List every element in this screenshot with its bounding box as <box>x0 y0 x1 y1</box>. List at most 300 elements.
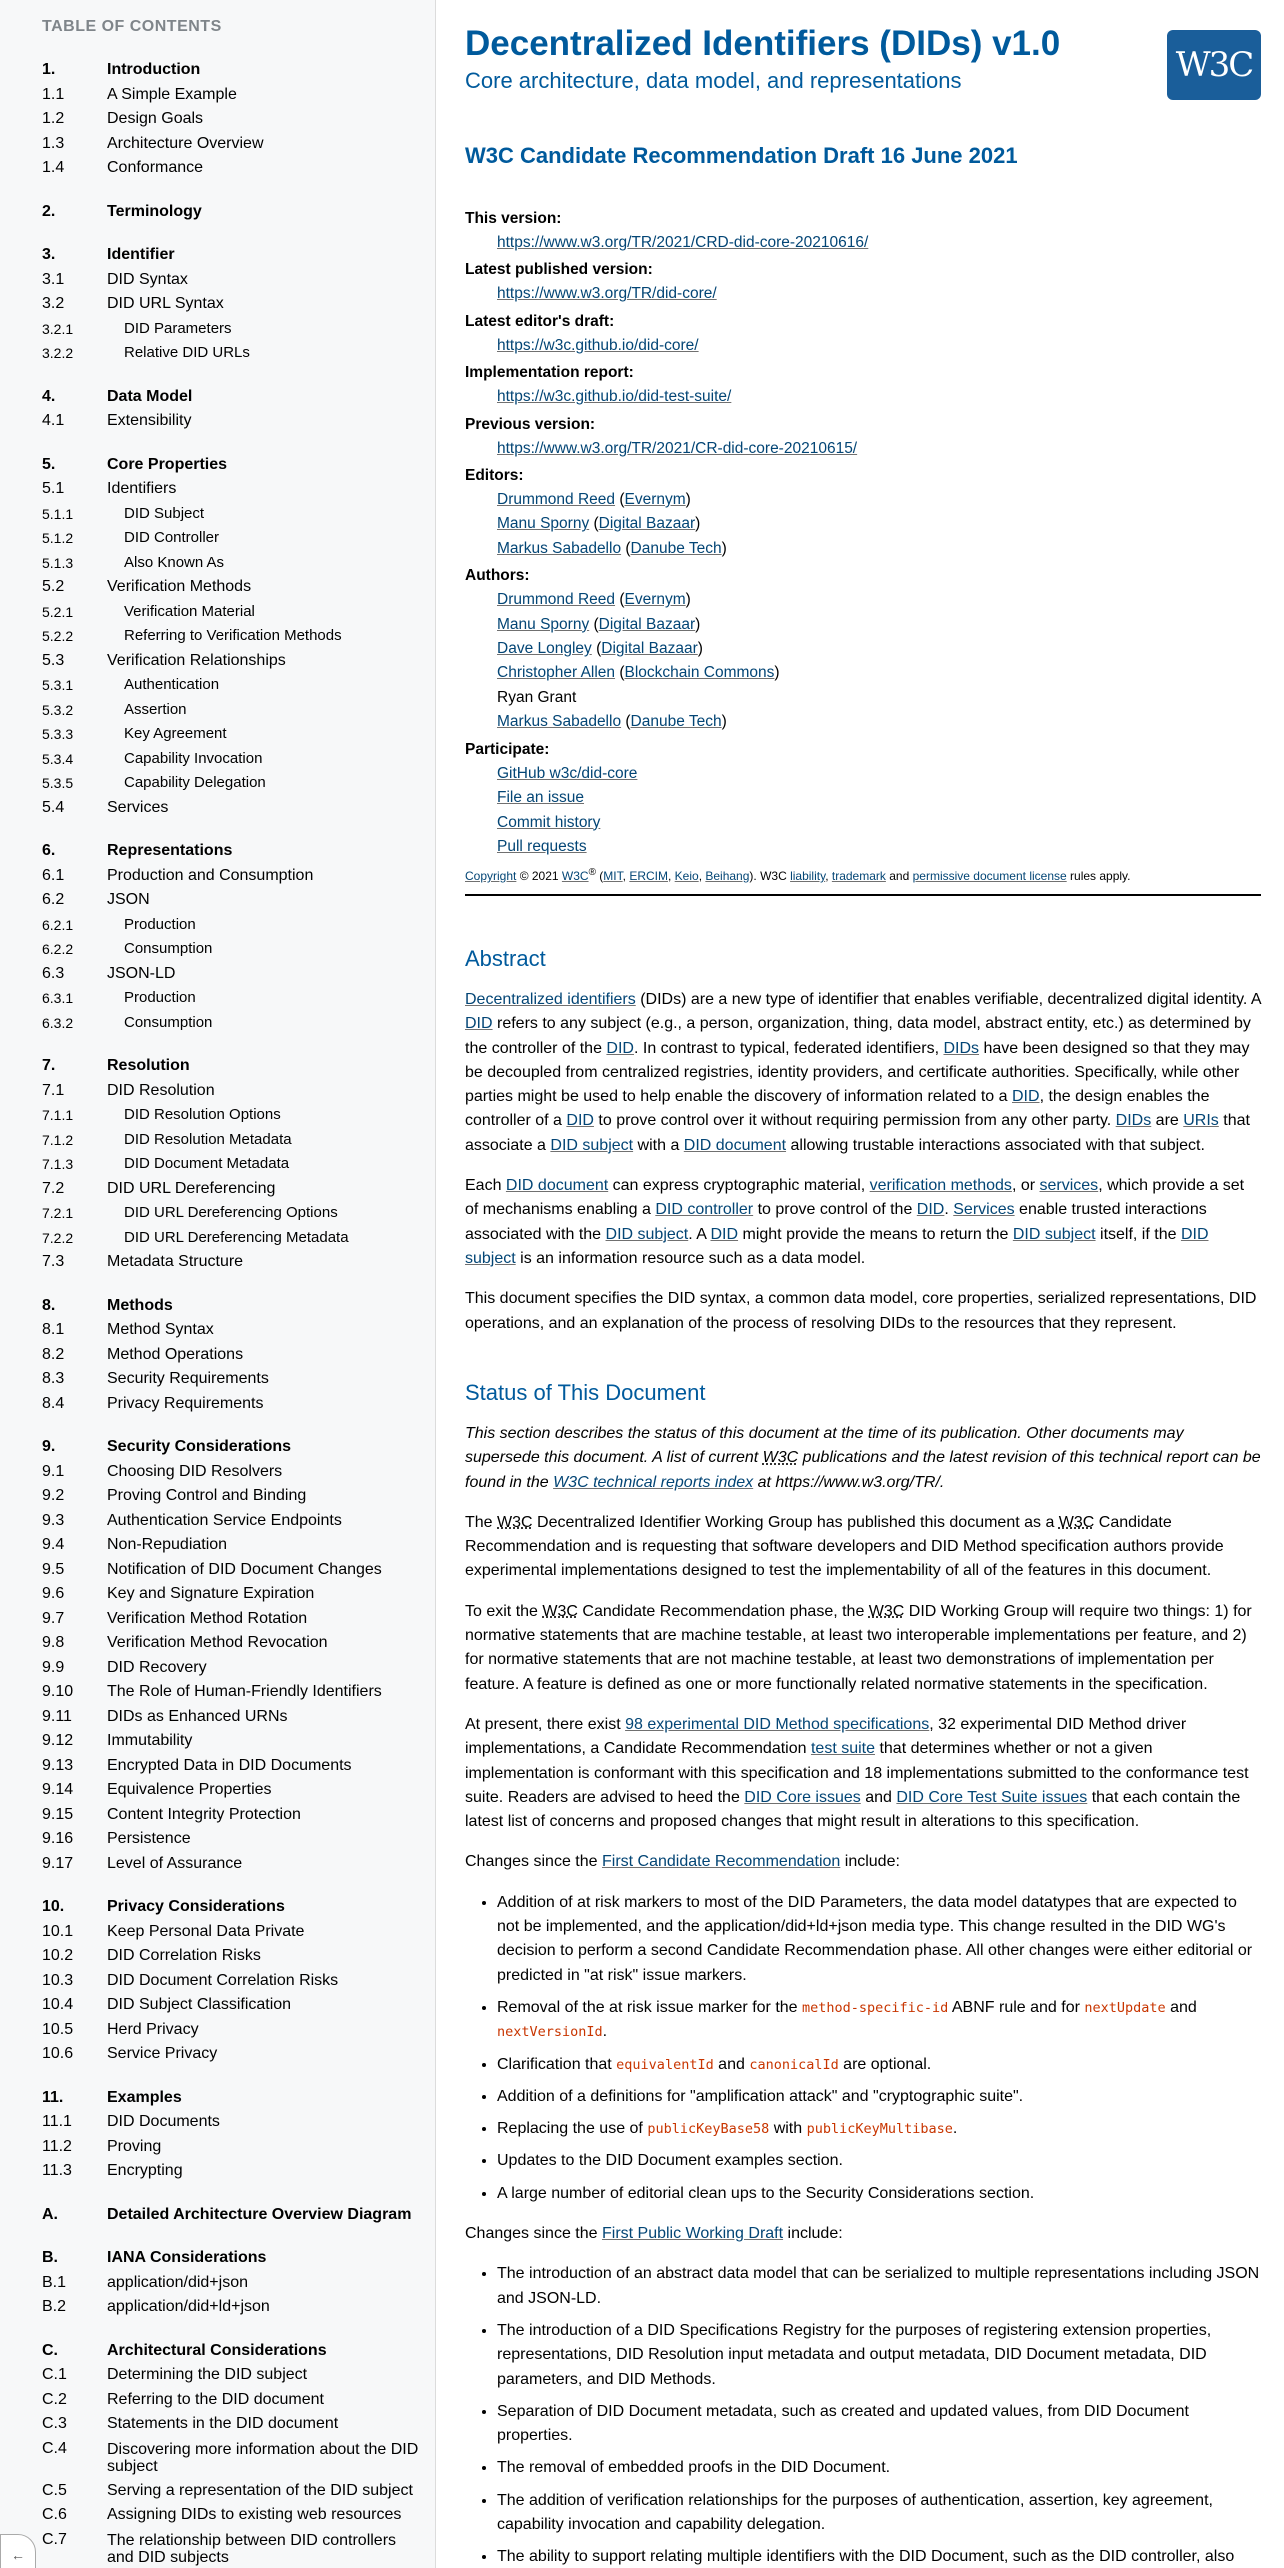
abstract-paragraph-1: Decentralized identifiers (DIDs) are a new type of identifier that enables verifiable, decentralized digital identity. A DID refers to any subject (e.g., a person, organization, thing, data model, abstract entity, etc.) as determined by the controller of the DID. In contrast to typical, federated identifiers, DIDs have been designed so that they may be decoupled from centralized registries, identity providers, and certificate authorities. Specifically, while other parties might be used to help enable the discovery of information related to a DID, the design enables the controller of a DID to prove control over it without requiring permission from any other party. DIDs are URIs that associate a DID subject with a DID document allowing trustable interactions associated with that subject. <box>465 991 1261 1154</box>
toc-item-label: DID Parameters <box>124 319 232 337</box>
person-name[interactable]: Drummond Reed <box>497 491 616 509</box>
toc-item[interactable] <box>0 1201 435 1226</box>
toc-item[interactable] <box>0 132 435 157</box>
toc-item[interactable] <box>0 673 435 698</box>
toc-item[interactable] <box>0 292 435 317</box>
organization-link[interactable]: Digital Bazaar <box>598 615 696 633</box>
participate-link[interactable]: Commit history <box>497 813 601 831</box>
toc-item[interactable] <box>0 2203 435 2228</box>
toc-item[interactable] <box>0 2437 435 2479</box>
toc-item-number: 9.10 <box>42 1683 74 1700</box>
latest-editors-label: Latest editor's draft: <box>465 312 615 330</box>
toc-item[interactable] <box>0 1778 435 1803</box>
toc-item[interactable] <box>0 962 435 987</box>
organization-link[interactable]: Danube Tech <box>630 713 722 731</box>
toc-item-label: Security Requirements <box>107 1370 269 1387</box>
previous-version-label: Previous version: <box>465 415 596 433</box>
toc-item-label: Core Properties <box>107 455 228 473</box>
toc-item-number: 5.3.4 <box>42 750 74 767</box>
status-paragraph-1: This section describes the status of this document at the time of its publication. Other documents may supersede this document. A list of current W3C publications and the latest revision of this technical report can be found in the W3C technical reports index at https://www.w3.org/TR/. <box>465 1425 1261 1491</box>
toc-item[interactable] <box>0 2503 435 2528</box>
toc-item-number: 7.2.2 <box>42 1229 74 1246</box>
toc-item[interactable] <box>0 1582 435 1607</box>
toc-item[interactable] <box>0 1509 435 1534</box>
authors-label: Authors: <box>465 567 530 585</box>
toc-item[interactable] <box>0 2135 435 2160</box>
toc-item[interactable] <box>0 2110 435 2135</box>
person-name[interactable]: Christopher Allen <box>497 664 616 682</box>
toc-item-label: Consumption <box>124 1013 213 1031</box>
toc-item[interactable] <box>0 2159 435 2184</box>
previous-version-link[interactable]: https://www.w3.org/TR/2021/CR-did-core-20210615/ <box>497 439 858 457</box>
toc-item[interactable] <box>0 1993 435 2018</box>
toc-item[interactable] <box>0 1392 435 1417</box>
toc-item-number: 9.17 <box>42 1854 74 1872</box>
toc-item[interactable] <box>0 1177 435 1202</box>
toc-item[interactable] <box>0 1803 435 1828</box>
toc-item-number: 5.3.3 <box>42 726 74 742</box>
toc-item-number: 3.2 <box>42 295 65 312</box>
toc-item-label: DID URL Dereferencing Metadata <box>124 1228 349 1246</box>
toc-item-number: 3.2.1 <box>42 320 74 337</box>
toc-item[interactable] <box>0 1367 435 1392</box>
toc-item-number: 9.13 <box>42 1756 74 1774</box>
ercim-link[interactable]: ERCIM <box>629 869 668 883</box>
toc-item[interactable] <box>0 526 435 551</box>
toc-item-label: Proving <box>107 2137 162 2155</box>
toc-item[interactable] <box>0 1460 435 1485</box>
organization-link[interactable]: Digital Bazaar <box>601 640 698 658</box>
toc-item-label: Production and Consumption <box>107 866 314 884</box>
latest-published-link[interactable]: https://www.w3.org/TR/did-core/ <box>497 285 717 303</box>
toc-item-number: C.5 <box>42 2481 67 2499</box>
toc-item-label: Non-Repudiation <box>107 1536 228 1553</box>
toc-item-number: 9.3 <box>42 1511 65 1529</box>
w3c-link[interactable]: W3C <box>561 869 589 883</box>
toc-item[interactable] <box>0 2295 435 2320</box>
status-paragraph-3: To exit the W3C Candidate Recommendation phase, the W3C DID Working Group will require two things: 1) for normative statements that are machine testable, at least two interoperable implementations per feature, and 2) for normative statements that are not machine testable, at least two demonstrations of implementation per feature. A feature is defined as one or more functionally related normative statements in the specification. <box>465 1602 1252 1693</box>
toc-item-number: 7.2.1 <box>42 1205 74 1221</box>
person-name[interactable]: Drummond Reed <box>497 591 616 609</box>
list-item: • Separation of DID Document metadata, such as created and updated values, from DID Document properties. <box>497 2400 1261 2449</box>
toc-item[interactable] <box>0 937 435 962</box>
toc-item[interactable] <box>0 409 435 434</box>
toc-item-label: Examples <box>107 2088 182 2106</box>
participate-link[interactable]: File an issue <box>497 789 585 807</box>
toc-item-label: DID URL Syntax <box>107 295 224 312</box>
arrow-left-icon: ← <box>11 2547 25 2563</box>
toc-item-number: 9. <box>42 1438 56 1455</box>
latest-editors-link[interactable]: https://w3c.github.io/did-core/ <box>497 336 699 354</box>
toc-item-label: Proving Control and Binding <box>107 1487 307 1504</box>
toc-item-number: 8. <box>42 1296 56 1314</box>
toc-item[interactable] <box>0 1607 435 1632</box>
mit-link[interactable]: MIT <box>603 869 623 883</box>
toc-item-number: 7.1.3 <box>42 1156 74 1172</box>
toc-item-label: Assigning DIDs to existing web resources <box>107 2506 402 2523</box>
person-name[interactable]: Markus Sabadello <box>497 539 622 557</box>
toc-item[interactable] <box>0 1054 435 1079</box>
toc-item-number: 1.3 <box>42 134 65 152</box>
toc-item-number: 9.7 <box>42 1609 65 1627</box>
toc-item[interactable] <box>0 1318 435 1343</box>
toc-item-label: Herd Privacy <box>107 2020 199 2038</box>
toc-item-label: Determining the DID subject <box>107 2366 308 2383</box>
toc-item[interactable] <box>0 1705 435 1730</box>
toc-item-label: Verification Method Rotation <box>107 1609 308 1627</box>
toc-item[interactable] <box>0 341 435 366</box>
toc-item[interactable] <box>0 888 435 913</box>
status-paragraph-4: At present, there exist 98 experimental DID Method specifications, 32 experimental DID Method driver implementations, a Candidate Recommendation test suite that determines whether or not a given implementation is conformant with this specification and 18 implementations submitted to the conformance test suite. Readers are advised to heed the DID Core issues and DID Core Test Suite issues that each contain the latest list of concerns and proposed changes that might result in alterations to this specification. <box>465 1715 1249 1831</box>
toc-item[interactable] <box>0 1969 435 1994</box>
toc-item[interactable] <box>0 2271 435 2296</box>
toc-list <box>0 58 435 2568</box>
toc-item-label: application/did+ld+json <box>107 2298 270 2315</box>
organization-link[interactable]: Evernym <box>624 591 686 609</box>
toc-item-label: Content Integrity Protection <box>107 1805 301 1823</box>
toc-item-label: Relative DID URLs <box>124 344 250 361</box>
toc-item-number: A. <box>42 2205 58 2223</box>
toc-item-label: Key and Signature Expiration <box>107 1585 315 1602</box>
toc-item-label: DID Resolution Metadata <box>124 1130 292 1148</box>
abstract-heading: Abstract <box>465 946 546 971</box>
toc-item-label: IANA Considerations <box>107 2249 267 2266</box>
toc-item[interactable] <box>0 1226 435 1251</box>
toc-item-label: Notification of DID Document Changes <box>107 1560 382 1578</box>
toc-item-label: Authentication <box>124 676 220 693</box>
toc-item[interactable] <box>0 1920 435 1945</box>
list-item: • The introduction of a DID Specifications Registry for the purposes of registering extension properties, representations, DID Resolution input metadata and output metadata, DID Document metadata, DID parameters, and DID Methods. <box>497 2319 1261 2392</box>
person-name[interactable]: Manu Sporny <box>497 515 590 533</box>
person-entry: Christopher Allen (Blockchain Commons) <box>497 664 780 682</box>
status-paragraph-2: The W3C Decentralized Identifier Working Group has published this document as a W3C Candidate Recommendation and is requesting that software developers and DID Method specification authors provide experimental implementations designed to test the implementability of all of the features in this document. <box>465 1513 1224 1580</box>
toc-item-number: 9.1 <box>42 1462 65 1480</box>
toc-item-number: 10.5 <box>42 2020 74 2038</box>
status-section <box>465 1422 1261 2568</box>
toc-item-number: 9.9 <box>42 1658 65 1676</box>
toc-item[interactable] <box>0 107 435 132</box>
toc-item[interactable] <box>0 1343 435 1368</box>
toc-item-label: Architecture Overview <box>107 134 264 152</box>
toc-item-label: The relationship between DID controllers and DID subjects <box>107 2531 397 2566</box>
liability-link[interactable]: liability <box>790 869 826 883</box>
toc-item-number: C.1 <box>42 2366 67 2383</box>
toc-item-label: Identifiers <box>107 480 177 497</box>
toc-item-number: 11. <box>42 2088 64 2106</box>
toc-item-label: Conformance <box>107 159 204 176</box>
toc-item[interactable] <box>0 1944 435 1969</box>
toc-item-number: 7.3 <box>42 1253 65 1270</box>
toc-item[interactable] <box>0 1294 435 1319</box>
toc-item-number: 9.8 <box>42 1634 65 1651</box>
toc-item-label: Method Syntax <box>107 1321 214 1338</box>
toc-item-label: Introduction <box>107 61 201 78</box>
toc-item[interactable] <box>0 453 435 478</box>
toc-item-number: 8.3 <box>42 1370 65 1387</box>
toc-item[interactable] <box>0 2246 435 2271</box>
toc-item-number: 10.4 <box>42 1996 74 2013</box>
toc-item-label: application/did+json <box>107 2273 248 2291</box>
toc-item-number: C.2 <box>42 2390 67 2408</box>
toc-item-label: Service Privacy <box>107 2045 218 2062</box>
toc-item-number: 5.3.1 <box>42 677 74 693</box>
person-name: Ryan Grant <box>497 688 577 706</box>
toc-item-number: 5.1.3 <box>42 554 74 571</box>
list-item: • Addition of at risk markers to most of the DID Parameters, the data model datatypes that are expected to not be implemented, and the application/did+ld+json media type. This change resulted in the DID WG's decision to perform a second Candidate Recommendation phase. All other changes were either editorial or predicted in "at risk" issue markers. <box>497 1891 1261 1988</box>
document-status: W3C Candidate Recommendation Draft 16 June 2021 <box>465 143 1018 168</box>
toc-item[interactable] <box>0 722 435 747</box>
toc-item[interactable] <box>0 839 435 864</box>
toc-item-number: 9.2 <box>42 1487 65 1504</box>
toc-item-number: 10.2 <box>42 1947 74 1964</box>
list-item: • Clarification that equivalentId and canonicalId are optional. <box>497 2053 1261 2077</box>
toc-item-label: Metadata Structure <box>107 1253 244 1270</box>
toc-item[interactable] <box>0 2363 435 2388</box>
status-heading: Status of This Document <box>465 1380 706 1405</box>
toc-item[interactable] <box>0 2412 435 2437</box>
list-item: • Updates to the DID Document examples section. <box>497 2149 1261 2173</box>
toc-item[interactable] <box>0 1079 435 1104</box>
toc-item-label: Discovering more information about the DID subject <box>107 2440 419 2475</box>
toc-item[interactable] <box>0 2479 435 2504</box>
toc-item[interactable] <box>0 2388 435 2413</box>
beihang-link[interactable]: Beihang <box>705 869 750 883</box>
toc-item[interactable] <box>0 2086 435 2111</box>
toc-item-label: Detailed Architecture Overview Diagram <box>107 2205 412 2223</box>
toc-item[interactable] <box>0 1680 435 1705</box>
organization-link[interactable]: Blockchain Commons <box>624 664 775 682</box>
toc-item[interactable] <box>0 2339 435 2364</box>
toc-item[interactable] <box>0 477 435 502</box>
toc-item-number: 5.1.2 <box>42 530 74 546</box>
toc-item[interactable] <box>0 649 435 674</box>
abstract-paragraph-3: This document specifies the DID syntax, a common data model, core properties, serialized representations, DID operations, and an explanation of the process of resolving DIDs to the resources that they represent. <box>465 1290 1257 1332</box>
toc-item[interactable] <box>0 1852 435 1877</box>
this-version-link[interactable]: https://www.w3.org/TR/2021/CRD-did-core-20210616/ <box>497 234 869 251</box>
person-entry: Markus Sabadello (Danube Tech) <box>497 539 727 557</box>
toc-item[interactable] <box>0 1729 435 1754</box>
toc-item-label: Equivalence Properties <box>107 1781 272 1798</box>
toc-item[interactable] <box>0 600 435 625</box>
toc-item-label: Verification Material <box>124 602 255 620</box>
toc-item-number: 5.3.2 <box>42 701 74 718</box>
copyright-notice: Copyright © 2021 W3C® (MIT, ERCIM, Keio, Beihang). W3C liability, trademark and permissive document license rules apply. <box>465 867 1131 883</box>
toc-item-label: DIDs as Enhanced URNs <box>107 1707 288 1725</box>
toc-item-label: Choosing DID Resolvers <box>107 1462 283 1480</box>
toc-item-number: B. <box>42 2249 58 2266</box>
toc-item-label: Assertion <box>124 700 187 718</box>
list-item: • Replacing the use of publicKeyBase58 with publicKeyMultibase. <box>497 2117 1261 2141</box>
toc-item[interactable] <box>0 1128 435 1153</box>
table-of-contents-sidebar <box>0 0 436 2568</box>
toc-item-number: 6.3.2 <box>42 1014 74 1031</box>
toc-item-label: Verification Relationships <box>107 651 286 669</box>
toc-item[interactable] <box>0 1827 435 1852</box>
toc-item[interactable] <box>0 58 435 83</box>
keio-link[interactable]: Keio <box>674 869 699 883</box>
toc-toggle-button[interactable] <box>0 2534 36 2568</box>
toc-item-number: 8.1 <box>42 1321 65 1338</box>
toc-item-label: Privacy Considerations <box>107 1898 285 1915</box>
toc-item-number: B.2 <box>42 2298 67 2315</box>
toc-item[interactable] <box>0 83 435 108</box>
organization-link[interactable]: Danube Tech <box>630 539 722 557</box>
toc-item[interactable] <box>0 156 435 181</box>
toc-item[interactable] <box>0 268 435 293</box>
person-entry: Drummond Reed (Evernym) <box>497 591 691 609</box>
toc-item-number: 5.1 <box>42 480 65 497</box>
person-entry <box>465 686 1265 710</box>
toc-item-label: DID Resolution <box>107 1081 215 1099</box>
toc-item-number: 4.1 <box>42 412 65 429</box>
toc-item[interactable] <box>0 1558 435 1583</box>
toc-item[interactable] <box>0 1250 435 1275</box>
toc-item[interactable] <box>0 2018 435 2043</box>
toc-item[interactable] <box>0 2042 435 2067</box>
w3c-logo[interactable] <box>1167 30 1261 100</box>
toc-item[interactable] <box>0 913 435 938</box>
changes-since-cr: Changes since the First Candidate Recommendation include: <box>465 1853 900 1871</box>
latest-published-label: Latest published version: <box>465 261 653 279</box>
toc-item-label: DID Subject <box>124 504 205 522</box>
trademark-link[interactable]: trademark <box>831 869 886 883</box>
toc-item-number: 5.2.2 <box>42 628 74 644</box>
toc-item[interactable] <box>0 1631 435 1656</box>
toc-item-number: 4. <box>42 387 56 405</box>
toc-item-number: 6.2 <box>42 891 65 908</box>
editors-label: Editors: <box>465 467 524 485</box>
copyright-link[interactable]: Copyright <box>465 869 517 883</box>
toc-item-number: 11.2 <box>42 2137 72 2155</box>
toc-item[interactable] <box>0 2528 435 2568</box>
toc-item-number: 10. <box>42 1898 65 1915</box>
toc-item[interactable] <box>0 1533 435 1558</box>
toc-item[interactable] <box>0 243 435 268</box>
document-metadata <box>465 204 1265 859</box>
authors-list <box>465 588 1265 734</box>
toc-item-label: Design Goals <box>107 110 204 127</box>
header-divider <box>465 894 1261 896</box>
toc-item-number: 7.2 <box>42 1179 65 1197</box>
person-name[interactable]: Manu Sporny <box>497 615 590 633</box>
toc-item[interactable] <box>0 1152 435 1177</box>
toc-item-label: Consumption <box>124 940 213 957</box>
person-name[interactable]: Markus Sabadello <box>497 713 622 731</box>
person-entry: Manu Sporny (Digital Bazaar) <box>497 515 701 533</box>
changes-list-1 <box>497 1891 1261 2206</box>
toc-item-label: DID URL Dereferencing Options <box>124 1204 338 1221</box>
editors-list <box>465 488 1265 561</box>
toc-item-number: 9.15 <box>42 1805 74 1823</box>
toc-item[interactable] <box>0 1011 435 1036</box>
toc-item-label: DID Recovery <box>107 1658 207 1676</box>
impl-report-label: Implementation report: <box>465 364 634 382</box>
toc-item[interactable] <box>0 575 435 600</box>
toc-item-number: 5.4 <box>42 798 65 816</box>
toc-item-label: DID Document Correlation Risks <box>107 1971 339 1989</box>
toc-item[interactable] <box>0 796 435 821</box>
toc-item[interactable] <box>0 317 435 342</box>
toc-item-label: Capability Delegation <box>124 774 266 791</box>
toc-item-label: Terminology <box>107 202 202 220</box>
list-item: • The introduction of an abstract data model that can be serialized to multiple representations including JSON and JSON-LD. <box>497 2262 1261 2311</box>
toc-item[interactable] <box>0 747 435 772</box>
toc-item[interactable] <box>0 864 435 889</box>
toc-item-label: JSON <box>107 891 150 908</box>
toc-item[interactable] <box>0 1754 435 1779</box>
toc-item-number: 11.1 <box>42 2113 72 2130</box>
toc-item[interactable] <box>0 551 435 576</box>
toc-item-number: 11.3 <box>42 2162 72 2179</box>
toc-item[interactable] <box>0 771 435 796</box>
page-subtitle: Core architecture, data model, and representations <box>465 68 962 93</box>
toc-item[interactable] <box>0 1484 435 1509</box>
toc-item[interactable] <box>0 986 435 1011</box>
toc-item[interactable] <box>0 1435 435 1460</box>
toc-item-number: 5.3.5 <box>42 775 74 791</box>
toc-item-label: Encrypting <box>107 2162 183 2179</box>
toc-item-label: Identifier <box>107 246 175 263</box>
toc-item-number: 10.6 <box>42 2045 74 2062</box>
toc-item-label: Serving a representation of the DID subject <box>107 2481 413 2499</box>
person-name[interactable]: Dave Longley <box>497 640 592 658</box>
list-item: • A large number of editorial clean ups to the Security Considerations section. <box>497 2182 1261 2206</box>
list-item: • Removal of the at risk issue marker for the method-specific-id ABNF rule and for nextUpdate and nextVersionId. <box>497 1996 1261 2045</box>
toc-item-label: Extensibility <box>107 412 192 429</box>
toc-item-number: C.4 <box>42 2439 67 2457</box>
toc-item-number: 8.2 <box>42 1345 65 1363</box>
toc-item[interactable] <box>0 385 435 410</box>
toc-item-number: 6.3 <box>42 964 65 982</box>
toc-item[interactable] <box>0 1656 435 1681</box>
toc-item-label: DID Controller <box>124 529 220 546</box>
participate-link[interactable]: GitHub w3c/did-core <box>497 764 638 782</box>
toc-item[interactable] <box>0 1103 435 1128</box>
toc-item-number: 5. <box>42 455 56 473</box>
participate-link[interactable]: Pull requests <box>497 837 587 855</box>
toc-item-label: Verification Method Revocation <box>107 1634 328 1651</box>
toc-item[interactable] <box>0 502 435 527</box>
toc-item-label: A Simple Example <box>107 85 237 103</box>
toc-item-number: 9.12 <box>42 1732 74 1749</box>
toc-item-label: DID Subject Classification <box>107 1996 292 2013</box>
organization-link[interactable]: Digital Bazaar <box>598 515 696 533</box>
organization-link[interactable]: Evernym <box>624 491 686 509</box>
impl-report-link[interactable]: https://w3c.github.io/did-test-suite/ <box>497 388 732 406</box>
toc-item-label: Statements in the DID document <box>107 2415 339 2432</box>
person-entry: Manu Sporny (Digital Bazaar) <box>497 615 701 633</box>
toc-item[interactable] <box>0 698 435 723</box>
toc-item[interactable] <box>0 1895 435 1920</box>
toc-item-number: 1.2 <box>42 110 65 127</box>
toc-item-number: C.7 <box>42 2530 67 2548</box>
toc-item-label: Capability Invocation <box>124 749 263 767</box>
toc-item-number: 3.1 <box>42 270 65 288</box>
toc-item-number: 10.3 <box>42 1971 74 1989</box>
toc-item-number: 5.2.1 <box>42 603 74 620</box>
toc-item-label: DID URL Dereferencing <box>107 1179 276 1197</box>
toc-item[interactable] <box>0 624 435 649</box>
toc-item-label: Data Model <box>107 387 193 405</box>
toc-item-label: Services <box>107 798 169 816</box>
toc-item-number: 7. <box>42 1057 56 1074</box>
toc-item[interactable] <box>0 200 435 225</box>
toc-item-number: 1.1 <box>42 85 65 103</box>
toc-item-number: C. <box>42 2341 58 2359</box>
toc-item-label: DID Correlation Risks <box>107 1947 261 1964</box>
license-link[interactable]: permissive document license <box>912 869 1067 883</box>
participate-label: Participate: <box>465 740 550 758</box>
